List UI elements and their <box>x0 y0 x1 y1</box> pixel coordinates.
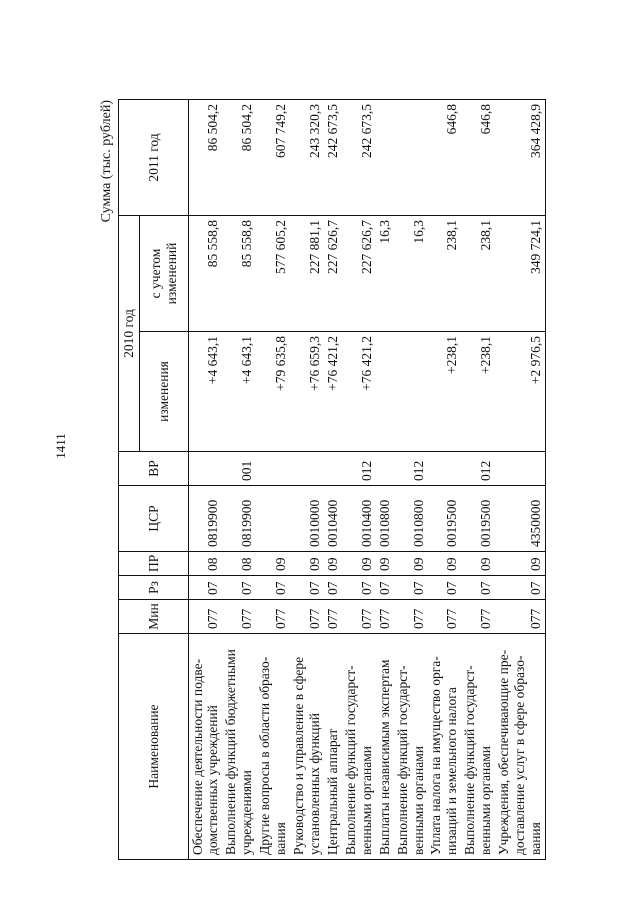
cell-min: 077 <box>222 600 256 634</box>
cell-y2011: 242 673,5 <box>324 100 342 216</box>
cell-changes: +76 421,2 <box>324 332 342 452</box>
header-min: Мин <box>119 600 189 634</box>
cell-name: Учреждения, обеспечивающие пре-доставление услуг в сфере образо-вания <box>495 634 545 860</box>
table-row <box>495 100 545 860</box>
cell-y2011: 86 504,2 <box>188 100 222 216</box>
cell-name: Центральный аппарат <box>324 634 342 860</box>
budget-table <box>118 99 546 860</box>
header-pr: ПР <box>119 552 189 576</box>
cell-min: 077 <box>461 600 495 634</box>
cell-pr: 08 <box>222 552 256 576</box>
table-row <box>427 100 461 860</box>
cell-vr: 012 <box>461 452 495 486</box>
cell-pr: 09 <box>376 552 394 576</box>
cell-with-changes: 227 881,1 <box>290 216 324 332</box>
cell-rz: 07 <box>188 576 222 600</box>
cell-pr: 09 <box>394 552 428 576</box>
cell-name: Выполнение функций государст-венными органами <box>342 634 376 860</box>
cell-min: 077 <box>427 600 461 634</box>
cell-changes: +238,1 <box>427 332 461 452</box>
cell-name: Выплаты независимым экспертам <box>376 634 394 860</box>
header-csr: ЦСР <box>119 486 189 552</box>
cell-csr: 0010400 <box>324 486 342 552</box>
cell-rz: 07 <box>394 576 428 600</box>
cell-vr <box>290 452 324 486</box>
rotated-page-content <box>100 100 580 860</box>
cell-y2011: 607 749,2 <box>256 100 290 216</box>
cell-with-changes: 227 626,7 <box>342 216 376 332</box>
cell-y2011: 243 320,3 <box>290 100 324 216</box>
cell-csr: 0819900 <box>222 486 256 552</box>
cell-vr <box>324 452 342 486</box>
cell-name: Выполнение функций бюджетными учреждениями <box>222 634 256 860</box>
cell-with-changes: 85 558,8 <box>188 216 222 332</box>
table-row <box>290 100 324 860</box>
cell-changes: +4 643,1 <box>188 332 222 452</box>
table-row <box>324 100 342 860</box>
cell-y2011: 242 673,5 <box>342 100 376 216</box>
cell-csr: 0819900 <box>188 486 222 552</box>
cell-min: 077 <box>495 600 545 634</box>
cell-rz: 07 <box>495 576 545 600</box>
cell-csr: 0019500 <box>427 486 461 552</box>
cell-with-changes: 16,3 <box>376 216 394 332</box>
table-row <box>461 100 495 860</box>
cell-name: Обеспечение деятельности подве-домственных учреждений <box>188 634 222 860</box>
cell-rz: 07 <box>324 576 342 600</box>
cell-min: 077 <box>188 600 222 634</box>
cell-name: Другие вопросы в области образо-вания <box>256 634 290 860</box>
cell-vr <box>427 452 461 486</box>
cell-pr: 09 <box>495 552 545 576</box>
cell-with-changes: 349 724,1 <box>495 216 545 332</box>
cell-name: Выполнение функций государст-венными органами <box>461 634 495 860</box>
cell-csr: 0019500 <box>461 486 495 552</box>
table-row <box>256 100 290 860</box>
cell-y2011 <box>376 100 394 216</box>
cell-vr: 012 <box>342 452 376 486</box>
cell-vr: 001 <box>222 452 256 486</box>
cell-vr <box>188 452 222 486</box>
header-rz: Рз <box>119 576 189 600</box>
cell-changes <box>394 332 428 452</box>
cell-min: 077 <box>290 600 324 634</box>
cell-csr: 0010800 <box>394 486 428 552</box>
cell-pr: 09 <box>427 552 461 576</box>
cell-rz: 07 <box>290 576 324 600</box>
cell-changes: +238,1 <box>461 332 495 452</box>
table-row <box>188 100 222 860</box>
cell-pr: 09 <box>461 552 495 576</box>
header-name: Наименование <box>119 634 189 860</box>
cell-y2011: 364 428,9 <box>495 100 545 216</box>
table-row <box>376 100 394 860</box>
cell-csr: 0010800 <box>376 486 394 552</box>
header-vr: ВР <box>119 452 189 486</box>
cell-changes <box>376 332 394 452</box>
cell-changes: +79 635,8 <box>256 332 290 452</box>
cell-with-changes: 16,3 <box>394 216 428 332</box>
cell-rz: 07 <box>461 576 495 600</box>
table-row <box>394 100 428 860</box>
cell-y2011: 86 504,2 <box>222 100 256 216</box>
cell-y2011 <box>394 100 428 216</box>
header-year-2011: 2011 год <box>119 100 189 216</box>
cell-csr: 4350000 <box>495 486 545 552</box>
cell-with-changes: 238,1 <box>427 216 461 332</box>
table-row <box>222 100 256 860</box>
units-label: Сумма (тыс. рублей) <box>99 100 114 223</box>
cell-pr: 08 <box>188 552 222 576</box>
cell-rz: 07 <box>222 576 256 600</box>
table-header <box>119 100 189 860</box>
cell-rz: 07 <box>342 576 376 600</box>
cell-pr: 09 <box>342 552 376 576</box>
cell-name: Выполнение функций государст-венными органами <box>394 634 428 860</box>
cell-vr <box>376 452 394 486</box>
cell-vr: 012 <box>394 452 428 486</box>
cell-csr <box>256 486 290 552</box>
cell-changes: +4 643,1 <box>222 332 256 452</box>
cell-vr <box>495 452 545 486</box>
header-changes: изменения <box>139 332 188 452</box>
cell-rz: 07 <box>256 576 290 600</box>
cell-pr: 09 <box>324 552 342 576</box>
cell-min: 077 <box>256 600 290 634</box>
cell-pr: 09 <box>290 552 324 576</box>
cell-name: Руководство и управление в сфере установленных функций <box>290 634 324 860</box>
cell-changes: +76 421,2 <box>342 332 376 452</box>
cell-vr <box>256 452 290 486</box>
cell-y2011: 646,8 <box>461 100 495 216</box>
cell-min: 077 <box>394 600 428 634</box>
cell-rz: 07 <box>427 576 461 600</box>
header-with-changes: с учетом изменений <box>139 216 188 332</box>
cell-min: 077 <box>342 600 376 634</box>
header-year-2010: 2010 год <box>119 216 140 452</box>
cell-with-changes: 227 626,7 <box>324 216 342 332</box>
cell-with-changes: 577 605,2 <box>256 216 290 332</box>
cell-csr: 0010000 <box>290 486 324 552</box>
cell-min: 077 <box>376 600 394 634</box>
cell-rz: 07 <box>376 576 394 600</box>
cell-changes: +2 976,5 <box>495 332 545 452</box>
cell-y2011: 646,8 <box>427 100 461 216</box>
cell-min: 077 <box>324 600 342 634</box>
cell-with-changes: 238,1 <box>461 216 495 332</box>
table-body <box>188 100 545 860</box>
cell-name: Уплата налога на имущество орга-низаций и земельного налога <box>427 634 461 860</box>
page-number: 1411 <box>52 433 68 459</box>
cell-changes: +76 659,3 <box>290 332 324 452</box>
cell-pr: 09 <box>256 552 290 576</box>
table-row <box>342 100 376 860</box>
cell-csr: 0010400 <box>342 486 376 552</box>
cell-with-changes: 85 558,8 <box>222 216 256 332</box>
